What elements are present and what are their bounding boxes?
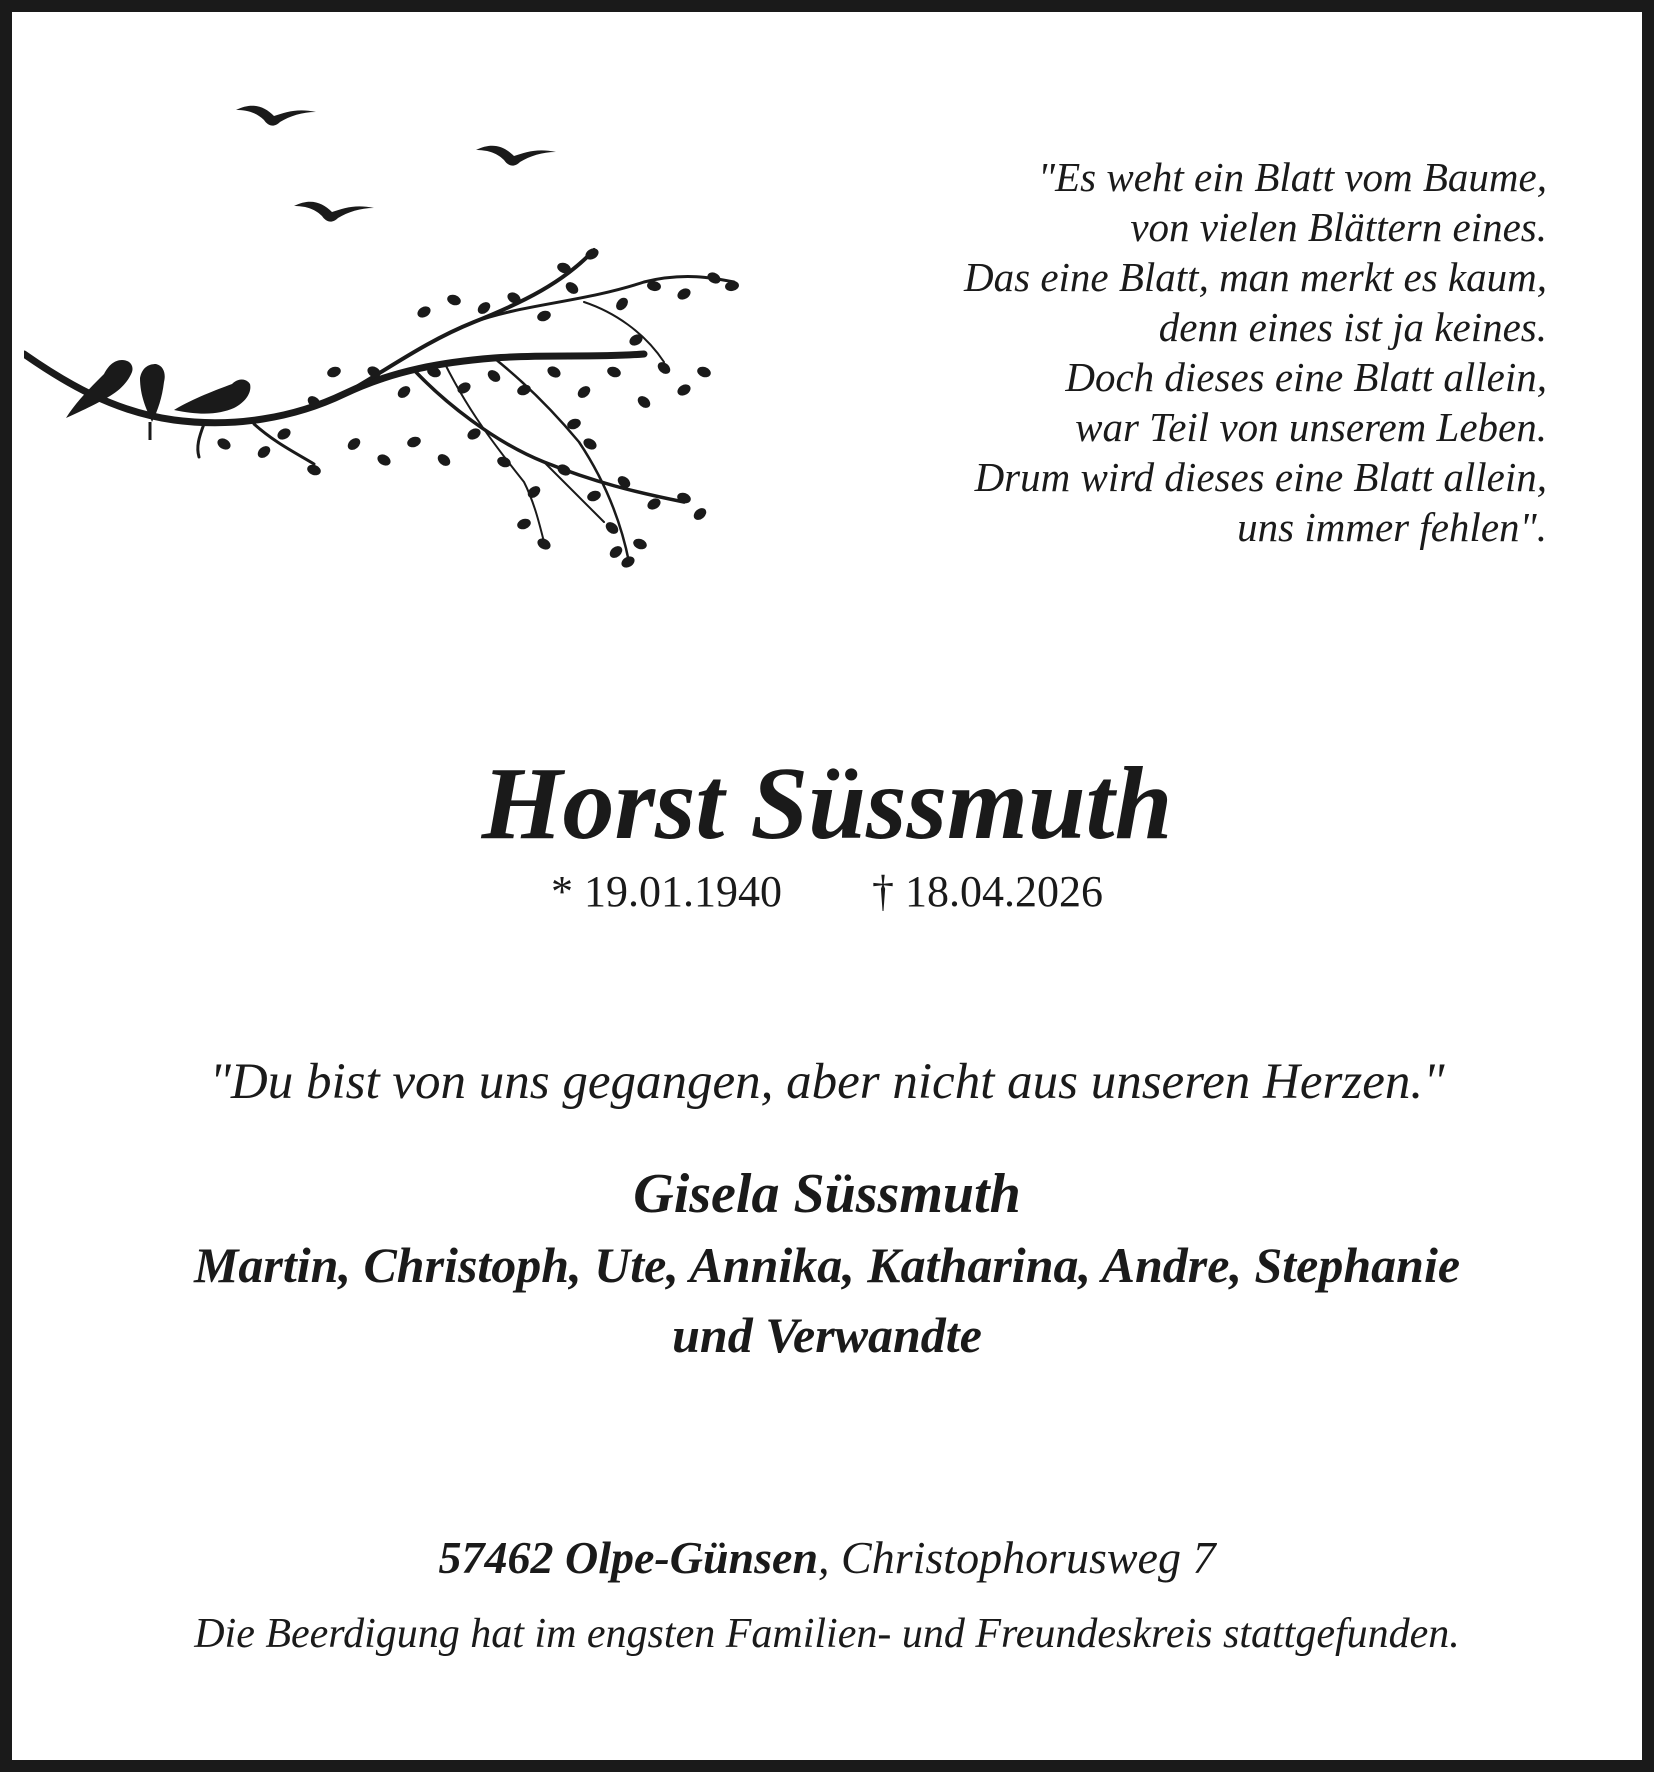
branch-with-birds-illustration	[24, 72, 824, 672]
leaves-icon	[215, 246, 739, 570]
mourner-line-family: Martin, Christoph, Ute, Annika, Katharina, Andre, Stephanie	[193, 1237, 1461, 1293]
mourners	[12, 1162, 1642, 1370]
birth-date: * 19.01.1940	[551, 867, 782, 916]
poem-line: uns immer fehlen".	[1237, 504, 1547, 550]
branch-icon	[24, 250, 734, 562]
poem-line: Das eine Blatt, man merkt es kaum,	[964, 254, 1547, 300]
address-street: , Christophorusweg 7	[818, 1532, 1216, 1583]
address-city: 57462 Olpe-Günsen	[438, 1532, 819, 1583]
mourner-line-spouse: Gisela Süssmuth	[633, 1163, 1021, 1225]
memorial-quote: "Du bist von uns gegangen, aber nicht aus unseren Herzen."	[209, 1054, 1445, 1110]
funeral-note: Die Beerdigung hat im engsten Familien- und Freundeskreis stattgefunden.	[194, 1611, 1460, 1657]
flying-birds-icon	[236, 106, 556, 222]
poem-line: "Es weht ein Blatt vom Baume,	[1037, 154, 1547, 200]
poem-line: war Teil von unserem Leben.	[1075, 404, 1547, 450]
poem-line: von vielen Blättern eines.	[1130, 204, 1547, 250]
poem-line: Doch dieses eine Blatt allein,	[1065, 354, 1547, 400]
poem-line: Drum wird dieses eine Blatt allein,	[974, 454, 1547, 500]
poem-line: denn eines ist ja keines.	[1158, 304, 1547, 350]
address	[12, 1528, 1642, 1588]
mourner-line-relatives: und Verwandte	[672, 1307, 982, 1363]
deceased-name: Horst Süssmuth	[481, 746, 1173, 861]
poem	[964, 152, 1547, 552]
life-dates	[12, 864, 1642, 920]
death-date: † 18.04.2026	[872, 867, 1103, 916]
perched-birds-icon	[66, 360, 250, 440]
